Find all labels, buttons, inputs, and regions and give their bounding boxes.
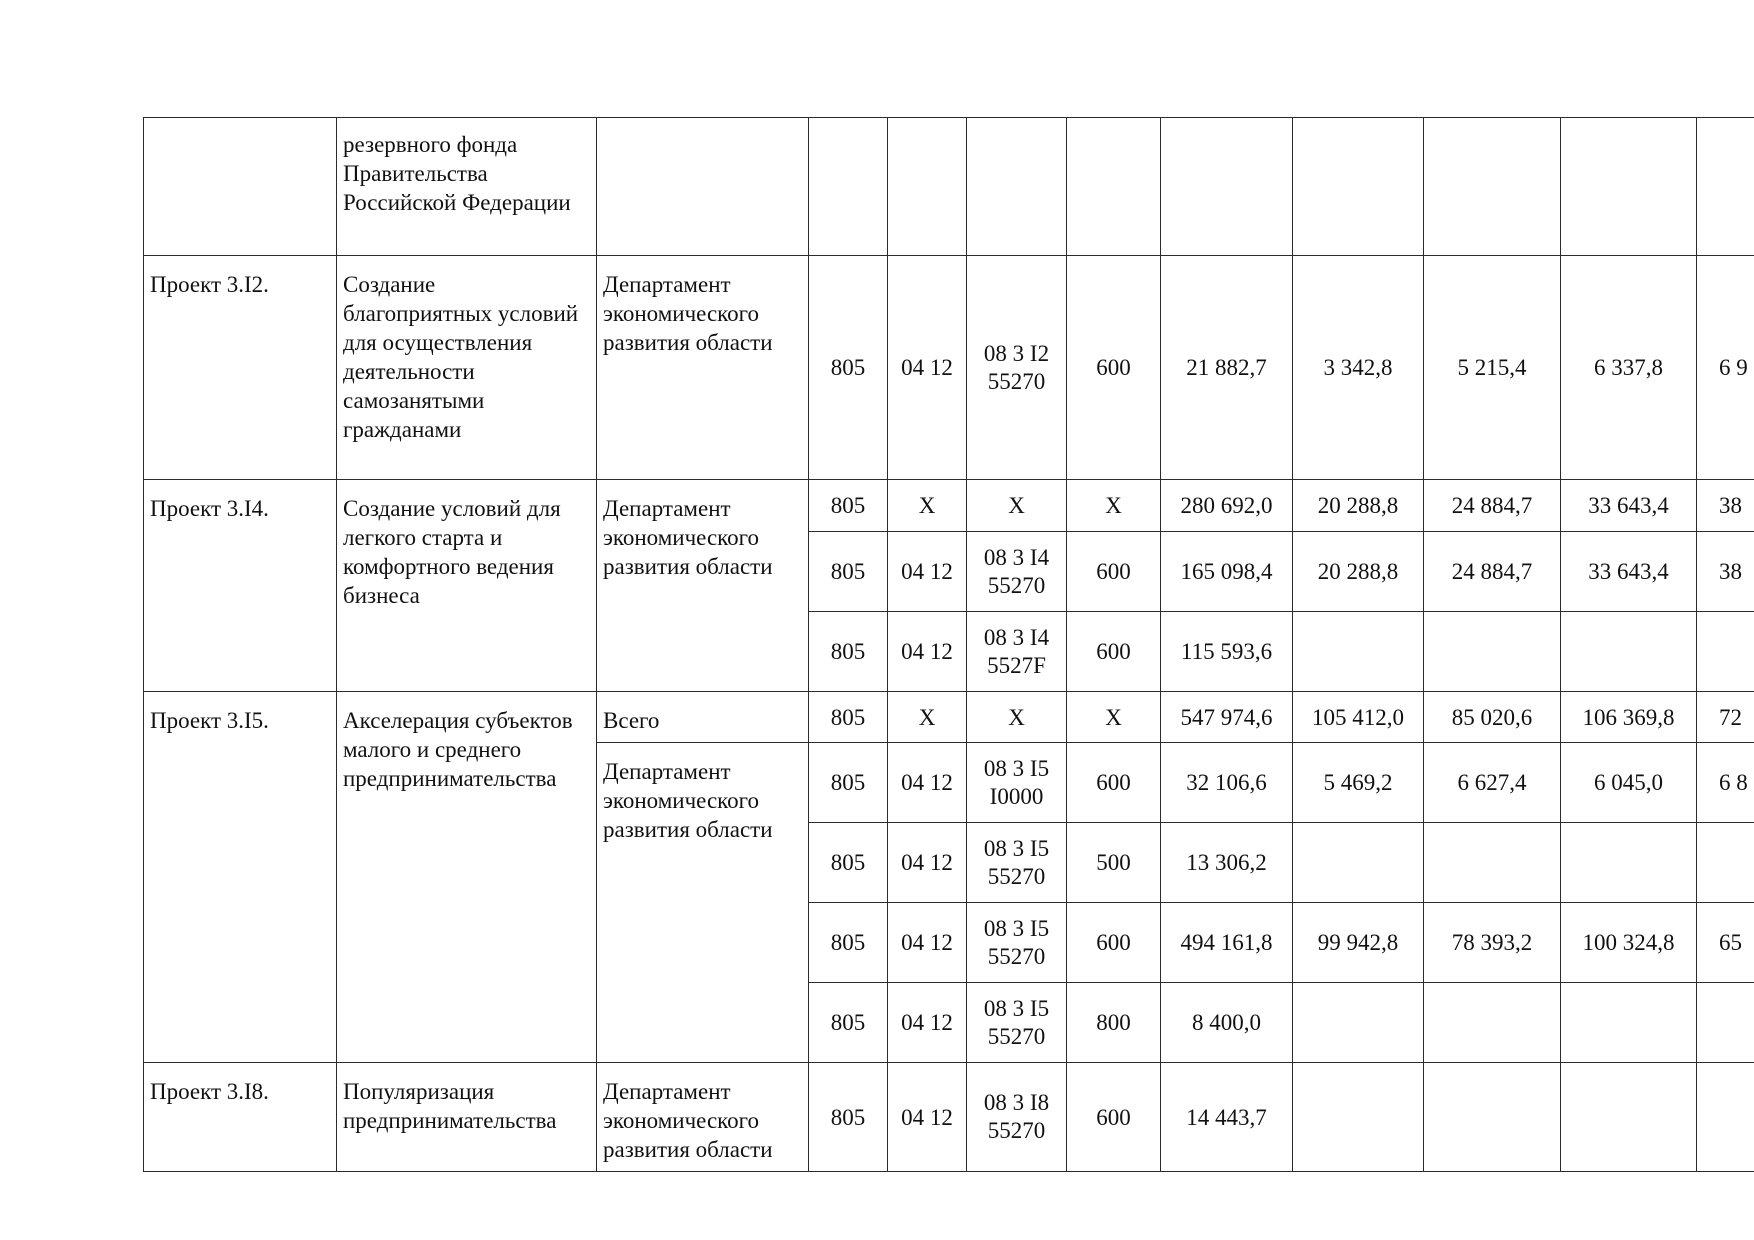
year1-cell: 20 288,8: [1293, 480, 1424, 532]
year2-cell: 78 393,2: [1424, 903, 1561, 983]
grbs-cell: 805: [809, 743, 888, 823]
project-id-cell: Проект 3.I4.: [144, 480, 337, 692]
executor-cell: Департамент экономического развития области: [597, 480, 809, 692]
status-cell: [144, 118, 337, 256]
year3-cell: 33 643,4: [1561, 480, 1697, 532]
executor-total-cell: Всего: [597, 692, 809, 743]
vr-cell: 600: [1067, 1063, 1161, 1172]
year4-cell: 6 8: [1697, 743, 1754, 823]
project-id-cell: Проект 3.I5.: [144, 692, 337, 1063]
rzpr-cell: X: [888, 480, 967, 532]
year2-cell: 24 884,7: [1424, 480, 1561, 532]
grbs-cell: 805: [809, 612, 888, 692]
project-name-cell: Популяризация предпринимательства: [337, 1063, 597, 1172]
year4-cell: 38: [1697, 480, 1754, 532]
rzpr-cell: 04 12: [888, 743, 967, 823]
year1-cell: [1293, 612, 1424, 692]
grbs-cell: 805: [809, 983, 888, 1063]
grbs-cell: 805: [809, 823, 888, 903]
csr-cell: 08 3 I5 I0000: [967, 743, 1067, 823]
grbs-cell: 805: [809, 903, 888, 983]
year2-cell: [1424, 612, 1561, 692]
csr-cell: 08 3 I5 55270: [967, 983, 1067, 1063]
year1-cell: 99 942,8: [1293, 903, 1424, 983]
project-id-cell: Проект 3.I2.: [144, 256, 337, 480]
project-id-cell: Проект 3.I8.: [144, 1063, 337, 1172]
table-row: [144, 118, 1754, 256]
project-name-cell: Создание благоприятных условий для осуществления деятельности самозанятыми гражданами: [337, 256, 597, 480]
year3-cell: 6 337,8: [1561, 256, 1697, 480]
year4-cell: [1697, 983, 1754, 1063]
year2-cell: 85 020,6: [1424, 692, 1561, 743]
year1-cell: [1293, 983, 1424, 1063]
year4-cell: [1697, 823, 1754, 903]
year2-cell: [1424, 1063, 1561, 1172]
year4-cell: 6 9: [1697, 256, 1754, 480]
total-cell: 21 882,7: [1161, 256, 1293, 480]
table-row: [144, 480, 1754, 532]
year1-cell: [1293, 1063, 1424, 1172]
project-name-cell: Акселерация субъектов малого и среднего предпринимательства: [337, 692, 597, 1063]
table-row: [144, 256, 1754, 480]
grbs-cell: 805: [809, 256, 888, 480]
grbs-cell: 805: [809, 532, 888, 612]
rzpr-cell: 04 12: [888, 983, 967, 1063]
executor-cell: Департамент экономического развития области: [597, 256, 809, 480]
grbs-cell: 805: [809, 1063, 888, 1172]
vr-cell: 600: [1067, 743, 1161, 823]
year3-cell: [1561, 823, 1697, 903]
table-row: [144, 1063, 1754, 1172]
executor-cell: Департамент экономического развития области: [597, 743, 809, 1063]
csr-cell: X: [967, 692, 1067, 743]
year3-cell: [1561, 983, 1697, 1063]
year3-cell: 106 369,8: [1561, 692, 1697, 743]
year2-cell: [1424, 983, 1561, 1063]
year4-cell: [1697, 612, 1754, 692]
executor-cell: Департамент экономического развития области: [597, 1063, 809, 1172]
project-name-cell: Создание условий для легкого старта и комфортного ведения бизнеса: [337, 480, 597, 692]
grbs-cell: 805: [809, 480, 888, 532]
year3-cell: 33 643,4: [1561, 532, 1697, 612]
rzpr-cell: 04 12: [888, 1063, 967, 1172]
vr-cell: 600: [1067, 256, 1161, 480]
vr-cell: X: [1067, 480, 1161, 532]
year1-cell: 20 288,8: [1293, 532, 1424, 612]
executor-cell: [597, 118, 809, 256]
year2-cell: 6 627,4: [1424, 743, 1561, 823]
total-cell: 14 443,7: [1161, 1063, 1293, 1172]
year4-cell: 65: [1697, 903, 1754, 983]
total-cell: 280 692,0: [1161, 480, 1293, 532]
vr-cell: 600: [1067, 612, 1161, 692]
budget-table: [143, 117, 1754, 1172]
vr-cell: 800: [1067, 983, 1161, 1063]
rzpr-cell: 04 12: [888, 256, 967, 480]
vr-cell: 500: [1067, 823, 1161, 903]
year4-cell: 72: [1697, 692, 1754, 743]
csr-cell: 08 3 I4 5527F: [967, 612, 1067, 692]
vr-cell: X: [1067, 692, 1161, 743]
name-cell: резервного фонда Правительства Российской Федерации: [337, 118, 597, 256]
total-cell: 8 400,0: [1161, 983, 1293, 1063]
table-row: [144, 692, 1754, 743]
year2-cell: 24 884,7: [1424, 532, 1561, 612]
rzpr-cell: 04 12: [888, 532, 967, 612]
csr-cell: 08 3 I2 55270: [967, 256, 1067, 480]
grbs-cell: 805: [809, 692, 888, 743]
year3-cell: [1561, 1063, 1697, 1172]
csr-cell: 08 3 I5 55270: [967, 903, 1067, 983]
year3-cell: 6 045,0: [1561, 743, 1697, 823]
year1-cell: 105 412,0: [1293, 692, 1424, 743]
year4-cell: [1697, 1063, 1754, 1172]
vr-cell: 600: [1067, 903, 1161, 983]
total-cell: 165 098,4: [1161, 532, 1293, 612]
year4-cell: 38: [1697, 532, 1754, 612]
total-cell: 13 306,2: [1161, 823, 1293, 903]
year3-cell: 100 324,8: [1561, 903, 1697, 983]
total-cell: 115 593,6: [1161, 612, 1293, 692]
rzpr-cell: 04 12: [888, 903, 967, 983]
total-cell: 32 106,6: [1161, 743, 1293, 823]
year2-cell: [1424, 823, 1561, 903]
csr-cell: 08 3 I4 55270: [967, 532, 1067, 612]
year3-cell: [1561, 612, 1697, 692]
total-cell: 547 974,6: [1161, 692, 1293, 743]
rzpr-cell: 04 12: [888, 612, 967, 692]
csr-cell: 08 3 I5 55270: [967, 823, 1067, 903]
year1-cell: [1293, 823, 1424, 903]
year2-cell: 5 215,4: [1424, 256, 1561, 480]
year1-cell: 5 469,2: [1293, 743, 1424, 823]
rzpr-cell: X: [888, 692, 967, 743]
year1-cell: 3 342,8: [1293, 256, 1424, 480]
csr-cell: X: [967, 480, 1067, 532]
vr-cell: 600: [1067, 532, 1161, 612]
total-cell: 494 161,8: [1161, 903, 1293, 983]
rzpr-cell: 04 12: [888, 823, 967, 903]
csr-cell: 08 3 I8 55270: [967, 1063, 1067, 1172]
